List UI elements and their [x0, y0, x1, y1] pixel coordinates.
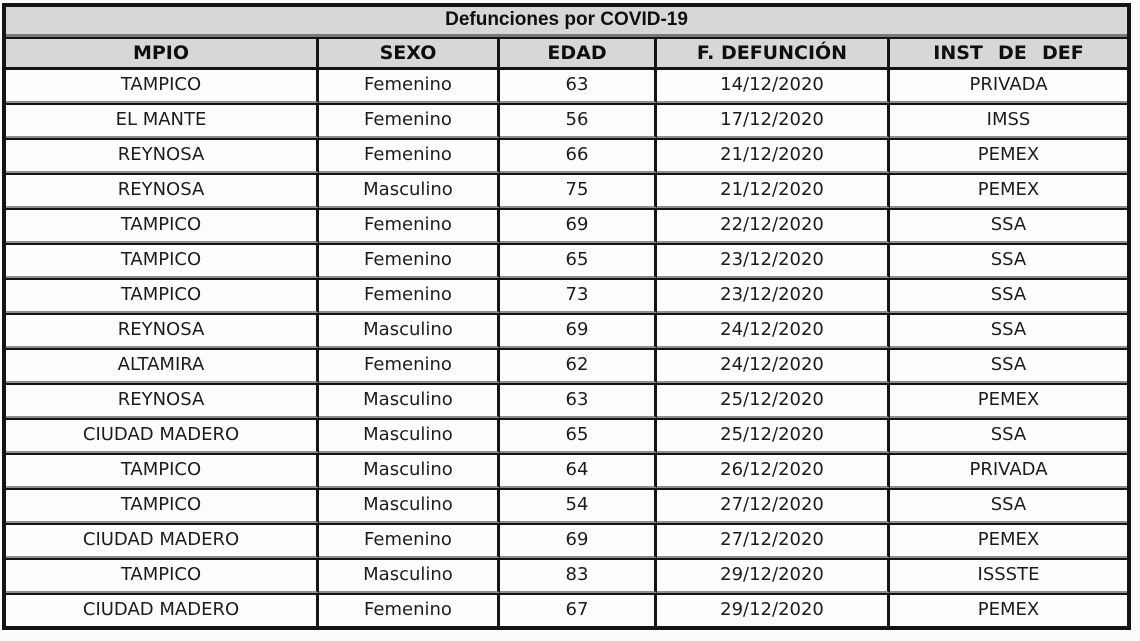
table-row: [6, 103, 1127, 138]
cell-f-defuncion: 25/12/2020: [657, 418, 890, 453]
cell-sexo: Femenino: [319, 278, 500, 313]
cell-inst-de-def: PEMEX: [890, 383, 1127, 418]
table-row: [6, 348, 1127, 383]
table-row: [6, 558, 1127, 593]
cell-f-defuncion: 27/12/2020: [657, 523, 890, 558]
column-header-inst-de-def: INST DE DEF: [890, 37, 1127, 70]
cell-mpio: CIUDAD MADERO: [6, 523, 319, 558]
cell-edad: 56: [500, 103, 657, 138]
cell-sexo: Femenino: [319, 103, 500, 138]
cell-inst-de-def: PEMEX: [890, 173, 1127, 208]
table-row: [6, 383, 1127, 418]
cell-f-defuncion: 22/12/2020: [657, 208, 890, 243]
table-row: [6, 593, 1127, 626]
cell-inst-de-def: PEMEX: [890, 523, 1127, 558]
cell-edad: 66: [500, 138, 657, 173]
column-header-f-defuncion: F. DEFUNCIÓN: [657, 37, 890, 70]
cell-inst-de-def: SSA: [890, 418, 1127, 453]
cell-sexo: Masculino: [319, 383, 500, 418]
cell-f-defuncion: 14/12/2020: [657, 70, 890, 103]
table-row: [6, 313, 1127, 348]
cell-mpio: TAMPICO: [6, 488, 319, 523]
cell-sexo: Masculino: [319, 453, 500, 488]
cell-sexo: Femenino: [319, 138, 500, 173]
cell-sexo: Masculino: [319, 173, 500, 208]
cell-sexo: Masculino: [319, 558, 500, 593]
cell-edad: 69: [500, 523, 657, 558]
cell-inst-de-def: SSA: [890, 313, 1127, 348]
column-header-mpio: MPIO: [6, 37, 319, 70]
table-row: [6, 70, 1127, 103]
cell-edad: 54: [500, 488, 657, 523]
cell-inst-de-def: PEMEX: [890, 593, 1127, 626]
cell-mpio: TAMPICO: [6, 278, 319, 313]
table-row: [6, 523, 1127, 558]
table-row: [6, 138, 1127, 173]
cell-edad: 65: [500, 243, 657, 278]
cell-sexo: Femenino: [319, 593, 500, 626]
cell-inst-de-def: PRIVADA: [890, 70, 1127, 103]
table-row: [6, 278, 1127, 313]
cell-mpio: CIUDAD MADERO: [6, 418, 319, 453]
cell-edad: 69: [500, 313, 657, 348]
cell-inst-de-def: SSA: [890, 348, 1127, 383]
cell-edad: 67: [500, 593, 657, 626]
cell-f-defuncion: 27/12/2020: [657, 488, 890, 523]
cell-sexo: Femenino: [319, 70, 500, 103]
cell-mpio: TAMPICO: [6, 558, 319, 593]
cell-edad: 69: [500, 208, 657, 243]
cell-mpio: CIUDAD MADERO: [6, 593, 319, 626]
cell-f-defuncion: 21/12/2020: [657, 173, 890, 208]
cell-f-defuncion: 26/12/2020: [657, 453, 890, 488]
cell-sexo: Masculino: [319, 488, 500, 523]
table-head: [6, 7, 1127, 70]
column-header-sexo: SEXO: [319, 37, 500, 70]
table-row: [6, 453, 1127, 488]
cell-sexo: Masculino: [319, 313, 500, 348]
cell-edad: 64: [500, 453, 657, 488]
cell-edad: 62: [500, 348, 657, 383]
table-row: [6, 173, 1127, 208]
cell-inst-de-def: SSA: [890, 278, 1127, 313]
cell-edad: 75: [500, 173, 657, 208]
cell-inst-de-def: SSA: [890, 208, 1127, 243]
cell-edad: 63: [500, 70, 657, 103]
cell-sexo: Masculino: [319, 418, 500, 453]
cell-sexo: Femenino: [319, 348, 500, 383]
cell-mpio: EL MANTE: [6, 103, 319, 138]
table-body: [6, 70, 1127, 626]
cell-edad: 63: [500, 383, 657, 418]
column-header-edad: EDAD: [500, 37, 657, 70]
cell-inst-de-def: PEMEX: [890, 138, 1127, 173]
cell-mpio: REYNOSA: [6, 313, 319, 348]
cell-f-defuncion: 17/12/2020: [657, 103, 890, 138]
cell-f-defuncion: 24/12/2020: [657, 348, 890, 383]
table-row: [6, 488, 1127, 523]
cell-inst-de-def: SSA: [890, 488, 1127, 523]
title-row: [6, 7, 1127, 37]
cell-mpio: TAMPICO: [6, 453, 319, 488]
cell-f-defuncion: 24/12/2020: [657, 313, 890, 348]
cell-mpio: TAMPICO: [6, 70, 319, 103]
cell-f-defuncion: 21/12/2020: [657, 138, 890, 173]
table-title: Defunciones por COVID-19: [6, 7, 1127, 37]
cell-f-defuncion: 25/12/2020: [657, 383, 890, 418]
cell-edad: 73: [500, 278, 657, 313]
cell-sexo: Femenino: [319, 208, 500, 243]
cell-inst-de-def: ISSSTE: [890, 558, 1127, 593]
cell-mpio: REYNOSA: [6, 383, 319, 418]
table-row: [6, 418, 1127, 453]
cell-inst-de-def: SSA: [890, 243, 1127, 278]
cell-mpio: REYNOSA: [6, 173, 319, 208]
cell-f-defuncion: 29/12/2020: [657, 593, 890, 626]
cell-mpio: TAMPICO: [6, 243, 319, 278]
cell-mpio: REYNOSA: [6, 138, 319, 173]
table-row: [6, 208, 1127, 243]
cell-mpio: TAMPICO: [6, 208, 319, 243]
header-row: [6, 37, 1127, 70]
cell-sexo: Femenino: [319, 523, 500, 558]
cell-f-defuncion: 23/12/2020: [657, 278, 890, 313]
cell-sexo: Femenino: [319, 243, 500, 278]
cell-f-defuncion: 29/12/2020: [657, 558, 890, 593]
cell-inst-de-def: PRIVADA: [890, 453, 1127, 488]
cell-edad: 83: [500, 558, 657, 593]
cell-f-defuncion: 23/12/2020: [657, 243, 890, 278]
cell-edad: 65: [500, 418, 657, 453]
defunciones-table: [2, 3, 1131, 630]
table-row: [6, 243, 1127, 278]
cell-mpio: ALTAMIRA: [6, 348, 319, 383]
cell-inst-de-def: IMSS: [890, 103, 1127, 138]
